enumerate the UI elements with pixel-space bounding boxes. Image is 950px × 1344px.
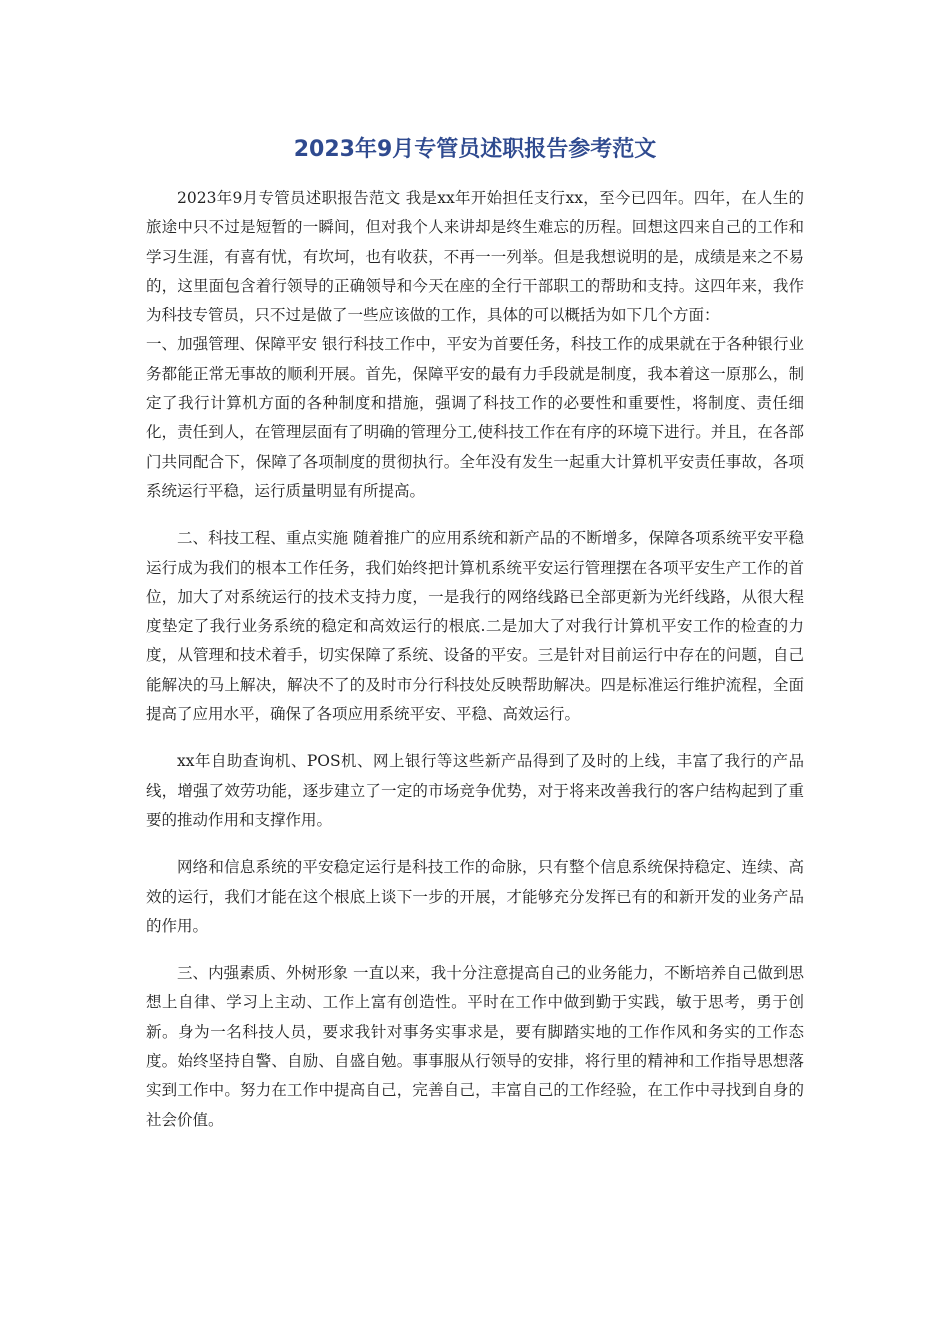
- paragraph-section-1: 一、加强管理、保障平安 银行科技工作中，平安为首要任务，科技工作的成果就在于各种银行业务都能正常无事故的顺利开展。首先，保障平安的最有力手段就是制度，我本着这一原那么，制定了我行计算机方面的各种制度和措施，强调了科技工作的必要性和重要性，将制度、责任细化，责任到人，在管理层面有了明确的管理分工,使科技工作在有序的环境下进行。并且，在各部门共同配合下，保障了各项制度的贯彻执行。全年没有发生一起重大计算机平安责任事故，各项系统运行平稳，运行质量明显有所提高。: [146, 335, 804, 500]
- paragraph-intro: 2023年9月专管员述职报告范文 我是xx年开始担任支行xx，至今已四年。四年，在人生的旅途中只不过是短暂的一瞬间，但对我个人来讲却是终生难忘的历程。回想这四来自己的工作和学习生涯，有喜有忧，有坎坷，也有收获，不再一一列举。但是我想说明的是，成绩是来之不易的，这里面包含着行领导的正确领导和今天在座的全行干部职工的帮助和支持。这四年来，我作为科技专管员，只不过是做了一些应该做的工作，具体的可以概括为如下几个方面：: [146, 189, 804, 325]
- document-body: [146, 184, 804, 1135]
- paragraph-section-2: 二、科技工程、重点实施 随着推广的应用系统和新产品的不断增多，保障各项系统平安平稳运行成为我们的根本工作任务，我们始终把计算机系统平安运行管理摆在各项平安生产工作的首位，加大了对系统运行的技术支持力度，一是我行的网络线路已全部更新为光纤线路，从很大程度垫定了我行业务系统的稳定和高效运行的根底.二是加大了对我行计算机平安工作的检查的力度，从管理和技术着手，切实保障了系统、设备的平安。三是针对目前运行中存在的问题，自己能解决的马上解决，解决不了的及时市分行科技处反映帮助解决。四是标准运行维护流程，全面提高了应用水平，确保了各项应用系统平安、平稳、高效运行。: [146, 529, 804, 724]
- paragraph-network-security: 网络和信息系统的平安稳定运行是科技工作的命脉，只有整个信息系统保持稳定、连续、高效的运行，我们才能在这个根底上谈下一步的开展，才能够充分发挥已有的和新开发的业务产品的作用。: [146, 858, 804, 935]
- paragraph-section-3: 三、内强素质、外树形象 一直以来，我十分注意提高自己的业务能力，不断培养自己做到思想上自律、学习上主动、工作上富有创造性。平时在工作中做到勤于实践，敏于思考，勇于创新。身为一名科技人员，要求我针对事务实事求是，要有脚踏实地的工作作风和务实的工作态度。始终坚持自警、自励、自盛自勉。事事服从行领导的安排，将行里的精神和工作指导思想落实到工作中。努力在工作中提高自己，完善自己，丰富自己的工作经验，在工作中寻找到自身的社会价值。: [146, 964, 804, 1129]
- document-title: 2023年9月专管员述职报告参考范文: [293, 137, 657, 162]
- paragraph-new-products: xx年自助查询机、POS机、网上银行等这些新产品得到了及时的上线，丰富了我行的产品线，增强了效劳功能，逐步建立了一定的市场竞争优势，对于将来改善我行的客户结构起到了重要的推动作用和支撑作用。: [146, 752, 804, 829]
